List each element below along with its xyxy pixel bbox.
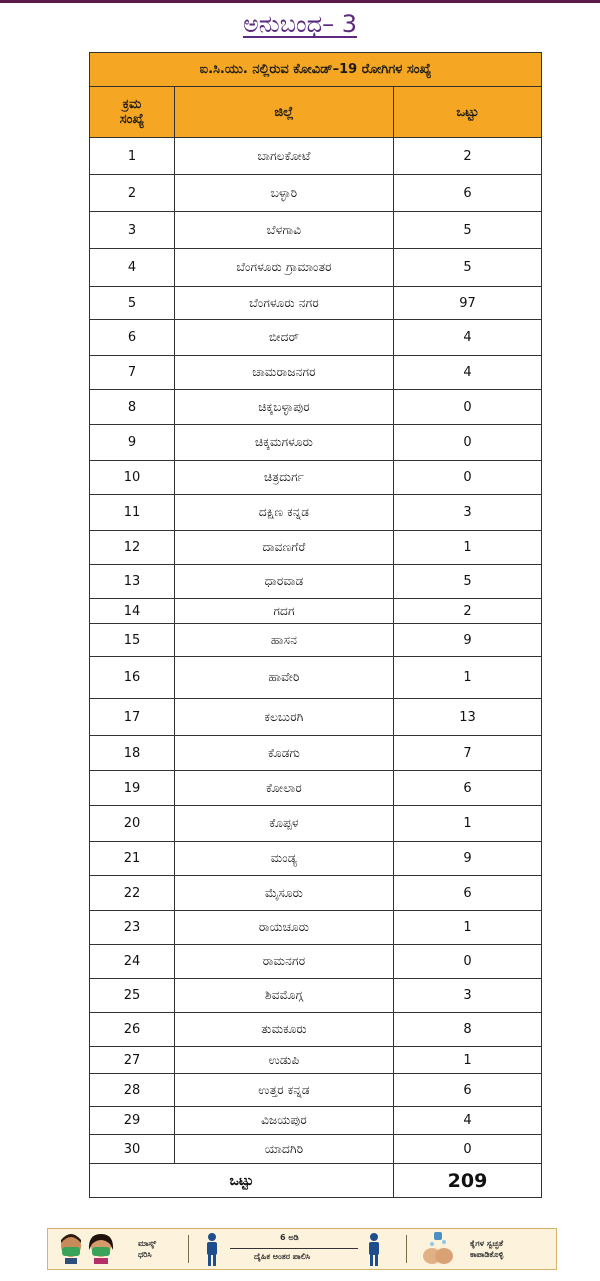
district-cell: ಕೋಲಾರ xyxy=(175,771,394,806)
district-cell: ಬಳ್ಳಾರಿ xyxy=(175,175,394,212)
total-cell: 1 xyxy=(394,531,542,565)
table-row xyxy=(90,565,542,599)
serial-number-cell: 2 xyxy=(90,175,175,212)
serial-number-cell: 21 xyxy=(90,842,175,876)
district-cell: ಮೈಸೂರು xyxy=(175,876,394,911)
total-cell: 4 xyxy=(394,356,542,390)
serial-number-cell: 9 xyxy=(90,425,175,461)
serial-number-cell: 14 xyxy=(90,599,175,624)
serial-number-cell: 20 xyxy=(90,806,175,842)
table-row xyxy=(90,1135,542,1164)
hand-wash-icon xyxy=(418,1232,458,1266)
total-row xyxy=(90,1164,542,1198)
district-cell: ಮಂಡ್ಯ xyxy=(175,842,394,876)
total-cell: 8 xyxy=(394,1013,542,1047)
total-cell: 13 xyxy=(394,699,542,736)
total-cell: 3 xyxy=(394,979,542,1013)
district-cell: ಬೆಂಗಳೂರು ಗ್ರಾಮಾಂತರ xyxy=(175,249,394,287)
distance-value: 6 ಅಡಿ xyxy=(280,1233,299,1242)
table-row xyxy=(90,390,542,425)
district-cell: ಕಲಬುರಗಿ xyxy=(175,699,394,736)
total-cell: 0 xyxy=(394,461,542,495)
footer-divider xyxy=(188,1235,189,1263)
distance-label: ದೈಹಿಕ ಅಂತರ ಪಾಲಿಸಿ xyxy=(254,1252,311,1261)
table-row xyxy=(90,531,542,565)
serial-number-cell: 28 xyxy=(90,1074,175,1107)
table-row xyxy=(90,945,542,979)
district-cell: ವಿಜಯಪುರ xyxy=(175,1107,394,1135)
serial-number-cell: 16 xyxy=(90,657,175,699)
district-cell: ರಾಯಚೂರು xyxy=(175,911,394,945)
district-cell: ಶಿವಮೊಗ್ಗ xyxy=(175,979,394,1013)
serial-number-cell: 25 xyxy=(90,979,175,1013)
table-row xyxy=(90,1074,542,1107)
table-row xyxy=(90,1013,542,1047)
table-row xyxy=(90,736,542,771)
table-header-row xyxy=(90,87,542,138)
hands-text-line2: ಕಾಪಾಡಿಕೊಳ್ಳಿ xyxy=(470,1250,504,1259)
table-row xyxy=(90,979,542,1013)
total-cell: 1 xyxy=(394,1047,542,1074)
district-cell: ಚಿತ್ರದುರ್ಗ xyxy=(175,461,394,495)
table-row xyxy=(90,495,542,531)
total-label: ಒಟ್ಟು xyxy=(90,1164,394,1198)
table-row xyxy=(90,806,542,842)
serial-number-cell: 12 xyxy=(90,531,175,565)
total-cell: 0 xyxy=(394,945,542,979)
table-row xyxy=(90,911,542,945)
total-cell: 7 xyxy=(394,736,542,771)
serial-number-cell: 22 xyxy=(90,876,175,911)
table-row xyxy=(90,624,542,657)
table-row xyxy=(90,356,542,390)
table-caption: ಐ.ಸಿ.ಯು. ನಲ್ಲಿರುವ ಕೋವಿಡ್–19 ರೋಗಿಗಳ ಸಂಖ್ಯೆ xyxy=(90,53,542,87)
total-cell: 0 xyxy=(394,1135,542,1164)
header-serial-line1: ಕ್ರಮ xyxy=(122,97,142,112)
mask-section xyxy=(48,1229,178,1269)
district-cell: ತುಮಕೂರು xyxy=(175,1013,394,1047)
header-district: ಜಿಲ್ಲೆ xyxy=(175,87,394,138)
total-cell: 9 xyxy=(394,624,542,657)
safety-banner xyxy=(47,1228,557,1270)
table-row xyxy=(90,657,542,699)
distance-section xyxy=(198,1229,398,1269)
district-cell: ಹಾಸನ xyxy=(175,624,394,657)
table-row xyxy=(90,876,542,911)
serial-number-cell: 4 xyxy=(90,249,175,287)
table-row xyxy=(90,699,542,736)
serial-number-cell: 18 xyxy=(90,736,175,771)
total-cell: 9 xyxy=(394,842,542,876)
table-row xyxy=(90,425,542,461)
total-cell: 1 xyxy=(394,911,542,945)
total-value: 209 xyxy=(394,1164,542,1198)
mask-text-line1: ಮಾಸ್ಕ್ xyxy=(138,1239,157,1248)
header-total: ಒಟ್ಟು xyxy=(394,87,542,138)
table-row xyxy=(90,771,542,806)
table-row xyxy=(90,599,542,624)
total-cell: 97 xyxy=(394,287,542,320)
total-cell: 6 xyxy=(394,175,542,212)
mask-text-line2: ಧರಿಸಿ xyxy=(138,1250,152,1259)
district-cell: ಬೀದರ್ xyxy=(175,320,394,356)
distance-arrow-icon xyxy=(230,1248,358,1249)
footer-divider xyxy=(406,1235,407,1263)
top-border xyxy=(0,0,600,3)
serial-number-cell: 29 xyxy=(90,1107,175,1135)
district-cell: ಬೆಳಗಾವಿ xyxy=(175,212,394,249)
district-cell: ದಾವಣಗೆರೆ xyxy=(175,531,394,565)
district-cell: ಧಾರವಾಡ xyxy=(175,565,394,599)
icu-patients-table xyxy=(89,52,542,1198)
district-cell: ಚಿಕ್ಕಮಗಳೂರು xyxy=(175,425,394,461)
serial-number-cell: 6 xyxy=(90,320,175,356)
district-cell: ಬೆಂಗಳೂರು ನಗರ xyxy=(175,287,394,320)
table-row xyxy=(90,842,542,876)
district-cell: ಚಿಕ್ಕಬಳ್ಳಾಪುರ xyxy=(175,390,394,425)
serial-number-cell: 8 xyxy=(90,390,175,425)
serial-number-cell: 15 xyxy=(90,624,175,657)
hands-text-line1: ಕೈಗಳ ಸ್ವಚ್ಛತೆ xyxy=(470,1239,504,1248)
table-row xyxy=(90,175,542,212)
district-cell: ದಕ್ಷಿಣ ಕನ್ನಡ xyxy=(175,495,394,531)
total-cell: 1 xyxy=(394,806,542,842)
serial-number-cell: 5 xyxy=(90,287,175,320)
district-cell: ಚಾಮರಾಜನಗರ xyxy=(175,356,394,390)
district-cell: ರಾಮನಗರ xyxy=(175,945,394,979)
serial-number-cell: 11 xyxy=(90,495,175,531)
header-serial-line2: ಸಂಖ್ಯೆ xyxy=(119,112,145,127)
total-cell: 4 xyxy=(394,1107,542,1135)
table-row xyxy=(90,138,542,175)
total-cell: 6 xyxy=(394,1074,542,1107)
page-title: ಅನುಬಂಧ– 3 xyxy=(242,10,358,38)
table-row xyxy=(90,461,542,495)
table-caption-row xyxy=(90,53,542,87)
serial-number-cell: 19 xyxy=(90,771,175,806)
serial-number-cell: 24 xyxy=(90,945,175,979)
total-cell: 5 xyxy=(394,212,542,249)
total-cell: 5 xyxy=(394,565,542,599)
table-body xyxy=(90,138,542,1164)
district-cell: ಯಾದಗಿರಿ xyxy=(175,1135,394,1164)
serial-number-cell: 3 xyxy=(90,212,175,249)
serial-number-cell: 17 xyxy=(90,699,175,736)
serial-number-cell: 10 xyxy=(90,461,175,495)
man-mask-icon xyxy=(58,1234,84,1264)
serial-number-cell: 26 xyxy=(90,1013,175,1047)
total-cell: 6 xyxy=(394,876,542,911)
total-cell: 3 xyxy=(394,495,542,531)
serial-number-cell: 27 xyxy=(90,1047,175,1074)
district-cell: ಕೊಪ್ಪಳ xyxy=(175,806,394,842)
district-cell: ಉಡುಪಿ xyxy=(175,1047,394,1074)
total-cell: 0 xyxy=(394,390,542,425)
district-cell: ಉತ್ತರ ಕನ್ನಡ xyxy=(175,1074,394,1107)
person-icon xyxy=(202,1232,222,1266)
table-row xyxy=(90,320,542,356)
district-cell: ಕೊಡಗು xyxy=(175,736,394,771)
total-cell: 6 xyxy=(394,771,542,806)
total-cell: 5 xyxy=(394,249,542,287)
district-cell: ಗದಗ xyxy=(175,599,394,624)
total-cell: 0 xyxy=(394,425,542,461)
table-row xyxy=(90,287,542,320)
table-row xyxy=(90,212,542,249)
serial-number-cell: 1 xyxy=(90,138,175,175)
serial-number-cell: 13 xyxy=(90,565,175,599)
district-cell: ಬಾಗಲಕೋಟೆ xyxy=(175,138,394,175)
serial-number-cell: 30 xyxy=(90,1135,175,1164)
serial-number-cell: 23 xyxy=(90,911,175,945)
total-cell: 2 xyxy=(394,599,542,624)
total-cell: 1 xyxy=(394,657,542,699)
table-row xyxy=(90,1047,542,1074)
table-row xyxy=(90,1107,542,1135)
hand-hygiene-section xyxy=(414,1229,554,1269)
person-icon xyxy=(364,1232,384,1266)
serial-number-cell: 7 xyxy=(90,356,175,390)
total-cell: 4 xyxy=(394,320,542,356)
table-row xyxy=(90,249,542,287)
header-serial-number xyxy=(90,87,175,138)
district-cell: ಹಾವೇರಿ xyxy=(175,657,394,699)
woman-mask-icon xyxy=(88,1234,114,1264)
total-cell: 2 xyxy=(394,138,542,175)
